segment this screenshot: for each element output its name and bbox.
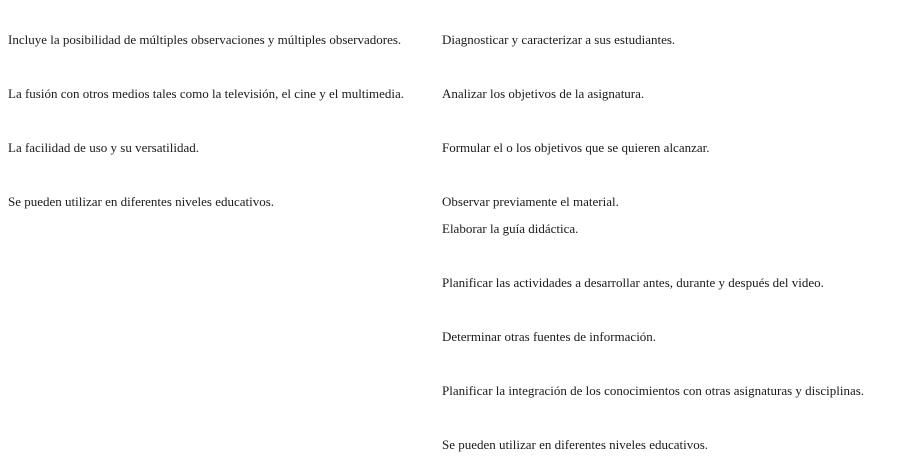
right-item-7: Determinar otras fuentes de información. bbox=[442, 329, 657, 344]
left-item-1: Incluye la posibilidad de múltiples observaciones y múltiples observadores. bbox=[8, 32, 402, 47]
right-item-4: Observar previamente el material. bbox=[442, 194, 619, 209]
right-item-2: Analizar los objetivos de la asignatura. bbox=[442, 86, 645, 101]
right-item-1: Diagnosticar y caracterizar a sus estudiantes. bbox=[442, 32, 676, 47]
right-item-3: Formular el o los objetivos que se quieren alcanzar. bbox=[442, 140, 710, 155]
left-item-4: Se pueden utilizar en diferentes niveles educativos. bbox=[8, 194, 275, 209]
right-item-9: Se pueden utilizar en diferentes niveles educativos. bbox=[442, 437, 709, 452]
left-item-2: La fusión con otros medios tales como la televisión, el cine y el multimedia. bbox=[8, 86, 405, 101]
right-item-8: Planificar la integración de los conocimientos con otras asignaturas y disciplinas. bbox=[442, 383, 865, 398]
right-item-6: Planificar las actividades a desarrollar antes, durante y después del video. bbox=[442, 275, 824, 290]
right-item-5: Elaborar la guía didáctica. bbox=[442, 221, 579, 236]
left-item-3: La facilidad de uso y su versatilidad. bbox=[8, 140, 199, 155]
